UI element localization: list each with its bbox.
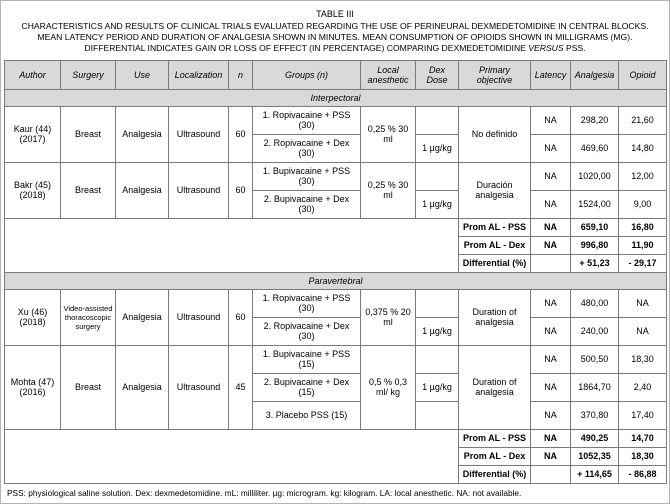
summary-opioid: 14,70 [619, 429, 667, 447]
table-row-mohta-1 [5, 345, 667, 373]
cell-group: 1. Bupivacaine + PSS (15) [253, 345, 361, 373]
cell-group: 1. Bupivacaine + PSS (30) [253, 162, 361, 190]
cell-localization: Ultrasound [169, 289, 229, 345]
cell-analgesia: 298,20 [571, 106, 619, 134]
cell-opioid: NA [619, 317, 667, 345]
col-header-surgery: Surgery [61, 60, 116, 89]
section-row-interpectoral [5, 89, 667, 106]
summary-analgesia: 996,80 [571, 236, 619, 254]
col-header-analgesia: Analgesia [571, 60, 619, 89]
cell-use: Analgesia [116, 106, 169, 162]
summary-analgesia: 490,25 [571, 429, 619, 447]
summary-latency: NA [531, 447, 571, 465]
summary-latency [531, 465, 571, 483]
summary-row-pss [5, 429, 667, 447]
summary-label: Prom AL - Dex [459, 447, 531, 465]
cell-author: Xu (46) (2018) [5, 289, 61, 345]
cell-opioid: 18,30 [619, 345, 667, 373]
summary-label: Prom AL - PSS [459, 218, 531, 236]
cell-n: 60 [229, 289, 253, 345]
summary-latency: NA [531, 218, 571, 236]
cell-opioid: 12,00 [619, 162, 667, 190]
cell-use: Analgesia [116, 162, 169, 218]
caption-versus: VERSUS [528, 43, 564, 54]
cell-opioid: 14,80 [619, 134, 667, 162]
col-header-groups: Groups (n) [253, 60, 361, 89]
blank-cell [5, 218, 459, 272]
cell-group: 2. Bupivacaine + Dex (30) [253, 190, 361, 218]
table-title: TABLE III [316, 9, 354, 19]
summary-latency [531, 254, 571, 272]
col-header-primary-objective: Primary objective [459, 60, 531, 89]
cell-objective: Duración analgesia [459, 162, 531, 218]
summary-opioid: - 29,17 [619, 254, 667, 272]
cell-latency: NA [531, 317, 571, 345]
cell-author: Mohta (47) (2016) [5, 345, 61, 429]
table-row-kaur-1 [5, 106, 667, 134]
summary-label: Prom AL - Dex [459, 236, 531, 254]
cell-group: 2. Ropivacaine + Dex (30) [253, 134, 361, 162]
table-row-xu-1 [5, 289, 667, 317]
cell-anesthetic: 0,375 % 20 ml [361, 289, 416, 345]
summary-opioid: 18,30 [619, 447, 667, 465]
col-header-dex-dose: Dex Dose [416, 60, 459, 89]
cell-latency: NA [531, 162, 571, 190]
cell-dex-dose [416, 345, 459, 373]
cell-dex-dose [416, 401, 459, 429]
cell-latency: NA [531, 345, 571, 373]
cell-latency: NA [531, 106, 571, 134]
cell-analgesia: 240,00 [571, 317, 619, 345]
cell-localization: Ultrasound [169, 106, 229, 162]
cell-surgery: Video-assisted thoracoscopic surgery [61, 289, 116, 345]
cell-objective: Duration of analgesia [459, 345, 531, 429]
cell-anesthetic: 0,5 % 0,3 ml/ kg [361, 345, 416, 429]
cell-opioid: 9,00 [619, 190, 667, 218]
cell-dex-dose [416, 289, 459, 317]
header-row [5, 60, 667, 89]
summary-opioid: 11,90 [619, 236, 667, 254]
cell-dex-dose: 1 µg/kg [416, 317, 459, 345]
cell-analgesia: 480,00 [571, 289, 619, 317]
table-caption [12, 21, 658, 55]
section-row-paravertebral [5, 272, 667, 289]
col-header-use: Use [116, 60, 169, 89]
summary-analgesia: + 51,23 [571, 254, 619, 272]
cell-analgesia: 1524,00 [571, 190, 619, 218]
cell-dex-dose [416, 106, 459, 134]
blank-cell [5, 429, 459, 483]
cell-group: 3. Placebo PSS (15) [253, 401, 361, 429]
summary-analgesia: + 114,65 [571, 465, 619, 483]
cell-dex-dose: 1 µg/kg [416, 190, 459, 218]
clinical-trials-table [4, 60, 667, 484]
table-row-bakr-1 [5, 162, 667, 190]
cell-anesthetic: 0,25 % 30 ml [361, 162, 416, 218]
cell-localization: Ultrasound [169, 345, 229, 429]
summary-latency: NA [531, 429, 571, 447]
summary-opioid: 16,80 [619, 218, 667, 236]
summary-latency: NA [531, 236, 571, 254]
section-title: Interpectoral [5, 89, 667, 106]
cell-latency: NA [531, 373, 571, 401]
cell-n: 60 [229, 162, 253, 218]
cell-author: Bakr (45) (2018) [5, 162, 61, 218]
cell-localization: Ultrasound [169, 162, 229, 218]
table-footnote: PSS: physiological saline solution. Dex: dexmedetomidine. mL: milliliter. µg: microgram. kg: kilogram. LA: local anesthetic. NA: not available. [7, 487, 522, 498]
cell-use: Analgesia [116, 289, 169, 345]
cell-n: 60 [229, 106, 253, 162]
cell-analgesia: 469,60 [571, 134, 619, 162]
cell-latency: NA [531, 134, 571, 162]
col-header-author: Author [5, 60, 61, 89]
col-header-n: n [229, 60, 253, 89]
cell-group: 2. Bupivacaine + Dex (15) [253, 373, 361, 401]
cell-analgesia: 500,50 [571, 345, 619, 373]
summary-label: Differential (%) [459, 254, 531, 272]
cell-opioid: 2,40 [619, 373, 667, 401]
cell-group: 1. Ropivacaine + PSS (30) [253, 289, 361, 317]
cell-analgesia: 1864,70 [571, 373, 619, 401]
summary-analgesia: 1052,35 [571, 447, 619, 465]
summary-opioid: - 86,88 [619, 465, 667, 483]
cell-surgery: Breast [61, 106, 116, 162]
cell-use: Analgesia [116, 345, 169, 429]
caption-text-1: CHARACTERISTICS AND RESULTS OF CLINICAL TRIALS EVALUATED REGARDING THE USE OF PERINEURAL DEXMEDETOMIDINE IN CENTRAL BLOCKS. MEAN LATENCY PERIOD AND DURATION OF ANALGESIA SHOWN IN MINUTES. MEAN CONSUMPTION OF OPIOIDS SHOWN IN MILLIGRAMS (MG). DIFFERENTIAL INDICATES GAIN OR LOSS OF EFFECT (IN PERCENTAGE) COMPARING DEXMEDETOMIDINE [21, 21, 649, 54]
cell-surgery: Breast [61, 162, 116, 218]
cell-dex-dose: 1 µg/kg [416, 134, 459, 162]
cell-opioid: NA [619, 289, 667, 317]
col-header-latency: Latency [531, 60, 571, 89]
cell-group: 1. Ropivacaine + PSS (30) [253, 106, 361, 134]
cell-opioid: 17,40 [619, 401, 667, 429]
cell-dex-dose [416, 162, 459, 190]
cell-anesthetic: 0,25 % 30 ml [361, 106, 416, 162]
col-header-localization: Localization [169, 60, 229, 89]
summary-label: Prom AL - PSS [459, 429, 531, 447]
cell-objective: Duration of analgesia [459, 289, 531, 345]
summary-label: Differential (%) [459, 465, 531, 483]
cell-analgesia: 370,80 [571, 401, 619, 429]
cell-dex-dose: 1 µg/kg [416, 373, 459, 401]
cell-n: 45 [229, 345, 253, 429]
cell-latency: NA [531, 401, 571, 429]
section-title: Paravertebral [5, 272, 667, 289]
caption-text-2: PSS. [563, 43, 586, 54]
cell-latency: NA [531, 190, 571, 218]
col-header-local-anesthetic: Local anesthetic [361, 60, 416, 89]
cell-group: 2. Ropivacaine + Dex (30) [253, 317, 361, 345]
cell-opioid: 21,60 [619, 106, 667, 134]
col-header-opioid: Opioid [619, 60, 667, 89]
cell-analgesia: 1020,00 [571, 162, 619, 190]
cell-surgery: Breast [61, 345, 116, 429]
cell-latency: NA [531, 289, 571, 317]
cell-objective: No definido [459, 106, 531, 162]
summary-row-pss [5, 218, 667, 236]
cell-author: Kaur (44) (2017) [5, 106, 61, 162]
summary-analgesia: 659,10 [571, 218, 619, 236]
